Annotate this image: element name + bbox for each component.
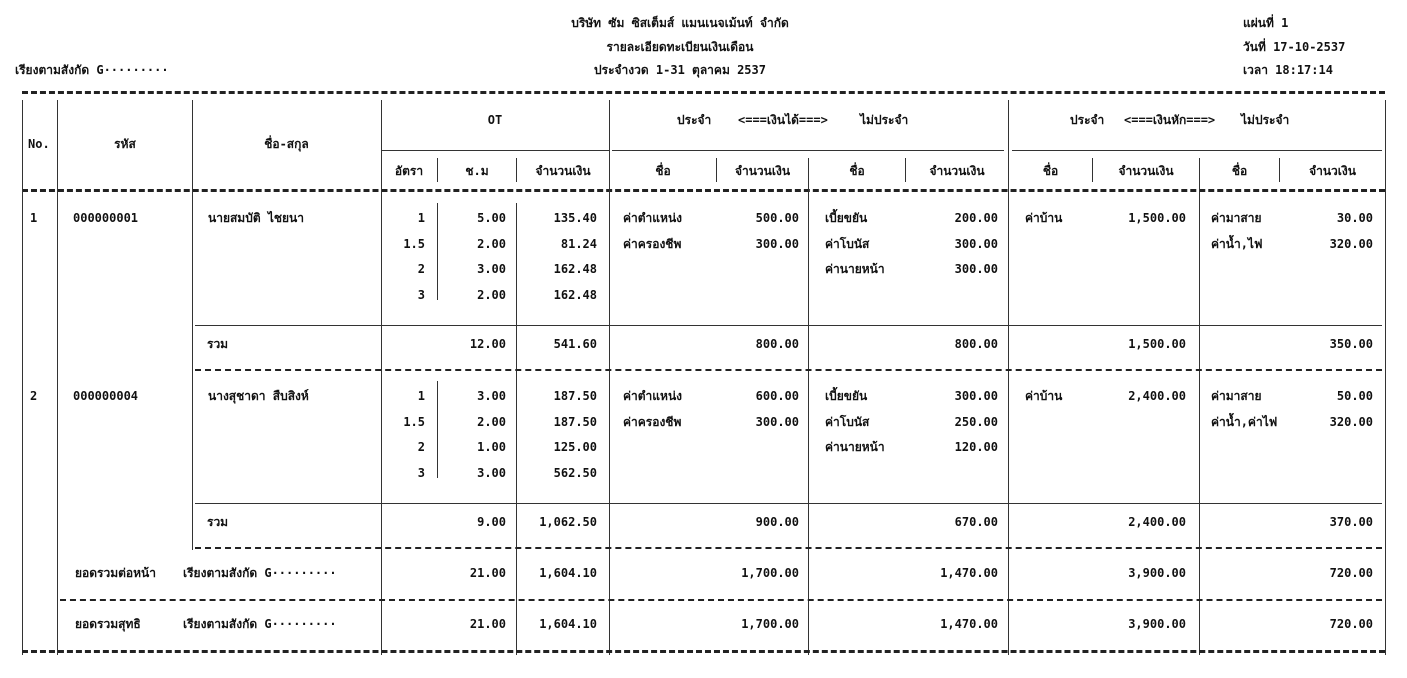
- grand-total-inc-irr: 1,470.00: [940, 617, 998, 631]
- rule-name: [381, 100, 382, 655]
- top-rule: [22, 91, 1385, 94]
- rule-income: [1008, 100, 1009, 655]
- grand-total-ded-reg: 3,900.00: [1128, 617, 1186, 631]
- emp1-inc-irr1-name: เบี้ยขยัน: [825, 211, 868, 225]
- emp1-ded-reg1-amount: 1,500.00: [1128, 211, 1186, 225]
- emp1-ot4-hours: 2.00: [477, 288, 506, 302]
- rule-ded-name2-h: [1279, 158, 1280, 182]
- header-rule: [22, 189, 1385, 192]
- emp2-inc-reg1-name: ค่าตำแหน่ง: [623, 389, 683, 403]
- rule-hours: [516, 203, 517, 655]
- emp2-inc-irr2-name: ค่าโบนัส: [825, 415, 870, 429]
- deduct-regular-header: ประจำ: [1070, 113, 1105, 127]
- rule-right: [1385, 100, 1386, 655]
- rule-ot: [609, 100, 610, 655]
- emp2-code: 000000004: [73, 389, 139, 403]
- emp2-ot1-amount: 187.50: [553, 389, 597, 403]
- emp2-ot4-amount: 562.50: [553, 466, 597, 480]
- emp2-inc-irr3-amount: 120.00: [954, 440, 998, 454]
- emp2-ot2-rate: 1.5: [403, 415, 425, 429]
- col-name: ชื่อ-สกุล: [264, 137, 309, 151]
- rule-inc-name2-h: [905, 158, 906, 182]
- rule-rate-h: [437, 158, 438, 182]
- col-ded-irr-amount: จำนวเงิน: [1309, 164, 1356, 178]
- emp1-ot3-hours: 3.00: [477, 262, 506, 276]
- emp1-ot3-amount: 162.48: [553, 262, 597, 276]
- emp1-ot1-rate: 1: [417, 211, 425, 225]
- col-no: No.: [28, 137, 50, 151]
- rule-left: [22, 100, 23, 655]
- company-name: บริษัท ซัม ซิสเต็มส์ แมนเนจเม้นท์ จำกัด: [571, 16, 789, 30]
- bottom-rule: [22, 650, 1385, 653]
- grand-total-hours: 21.00: [469, 617, 506, 631]
- col-rate: อัตรา: [394, 164, 424, 178]
- rule-rate-1: [437, 203, 438, 300]
- carry-forward-ded-irr: 720.00: [1329, 566, 1373, 580]
- carry-forward-rule: [60, 599, 1382, 601]
- emp1-inc-irr3-name: ค่านายหน้า: [825, 262, 885, 276]
- income-irregular-header: ไม่ประจำ: [860, 113, 909, 127]
- col-inc-reg-name: ชื่อ: [655, 164, 671, 178]
- grand-total-label: ยอดรวมสุทธิ: [75, 617, 141, 631]
- col-inc-irr-name: ชื่อ: [849, 164, 865, 178]
- emp2-ot3-rate: 2: [417, 440, 425, 454]
- income-subheader-line: [612, 150, 1004, 151]
- emp1-total-amount: 541.60: [553, 337, 597, 351]
- emp1-ot2-rate: 1.5: [403, 237, 425, 251]
- emp2-ot3-hours: 1.00: [477, 440, 506, 454]
- emp2-ot2-amount: 187.50: [553, 415, 597, 429]
- carry-forward-label: ยอดรวมต่อหน้า: [75, 566, 156, 580]
- carry-forward-group: เรียงตามสังกัด G·········: [183, 566, 337, 580]
- grand-total-group: เรียงตามสังกัด G·········: [183, 617, 337, 631]
- emp1-name: นายสมบัติ ไชยนา: [208, 211, 304, 225]
- col-ot: OT: [487, 113, 503, 127]
- emp2-ded-reg1-name: ค่าบ้าน: [1025, 389, 1063, 403]
- col-ded-reg-name: ชื่อ: [1042, 164, 1059, 178]
- col-code: รหัส: [114, 137, 136, 151]
- grand-total-ded-irr: 720.00: [1329, 617, 1373, 631]
- carry-forward-ded-reg: 3,900.00: [1128, 566, 1186, 580]
- emp2-ot1-rate: 1: [417, 389, 425, 403]
- deduct-header: <===เงินหัก===>: [1124, 113, 1216, 127]
- grand-total-inc-reg: 1,700.00: [741, 617, 799, 631]
- report-period: ประจำงวด 1-31 ตุลาคม 2537: [594, 63, 766, 77]
- emp1-ded-irr2-name: ค่าน้ำ,ไฟ: [1211, 237, 1263, 251]
- print-time: เวลา 18:17:14: [1243, 63, 1333, 77]
- emp2-inc-irr1-amount: 300.00: [954, 389, 998, 403]
- emp1-total-inc-reg: 800.00: [755, 337, 799, 351]
- emp1-ded-irr1-name: ค่ามาสาย: [1211, 211, 1262, 225]
- emp2-total-ded-reg: 2,400.00: [1128, 515, 1186, 529]
- rule-inc-name-h: [716, 158, 717, 182]
- emp2-ot4-hours: 3.00: [477, 466, 506, 480]
- emp1-code: 000000001: [73, 211, 139, 225]
- emp2-inc-irr2-amount: 250.00: [954, 415, 998, 429]
- emp1-ot3-rate: 2: [417, 262, 425, 276]
- rule-ded-regular: [1199, 158, 1200, 655]
- emp1-total-label: รวม: [207, 337, 229, 351]
- income-header: <===เงินได้===>: [738, 113, 828, 127]
- emp1-inc-reg2-amount: 300.00: [755, 237, 799, 251]
- carry-forward-inc-reg: 1,700.00: [741, 566, 799, 580]
- emp1-ot2-hours: 2.00: [477, 237, 506, 251]
- emp1-total-inc-irr: 800.00: [954, 337, 998, 351]
- emp2-end-rule: [195, 547, 1382, 549]
- col-hours: ช.ม: [465, 164, 489, 178]
- emp1-inc-irr1-amount: 200.00: [954, 211, 998, 225]
- ot-subheader-line: [381, 150, 609, 151]
- emp1-total-ded-reg: 1,500.00: [1128, 337, 1186, 351]
- emp1-inc-reg1-amount: 500.00: [755, 211, 799, 225]
- emp1-inc-irr2-name: ค่าโบนัส: [825, 237, 870, 251]
- emp2-no: 2: [30, 389, 38, 403]
- rule-code: [192, 100, 193, 550]
- emp1-inc-irr2-amount: 300.00: [954, 237, 998, 251]
- grand-total-amount: 1,604.10: [539, 617, 597, 631]
- emp1-end-rule: [195, 369, 1382, 371]
- col-ded-reg-amount: จำนวนเงิน: [1118, 164, 1174, 178]
- emp2-total-label: รวม: [207, 515, 229, 529]
- emp2-total-ded-irr: 370.00: [1329, 515, 1373, 529]
- emp2-ded-irr1-name: ค่ามาสาย: [1211, 389, 1262, 403]
- emp1-inc-reg1-name: ค่าตำแหน่ง: [623, 211, 683, 225]
- sort-label: เรียงตามสังกัด G·········: [15, 63, 169, 77]
- emp2-ded-irr2-amount: 320.00: [1329, 415, 1373, 429]
- emp1-ot1-hours: 5.00: [477, 211, 506, 225]
- emp2-ded-reg1-amount: 2,400.00: [1128, 389, 1186, 403]
- emp2-ded-irr2-name: ค่าน้ำ,ค่าไฟ: [1211, 415, 1278, 429]
- rule-ded-name-h: [1092, 158, 1093, 182]
- emp1-ot4-amount: 162.48: [553, 288, 597, 302]
- deduct-irregular-header: ไม่ประจำ: [1241, 113, 1290, 127]
- emp1-total-hours: 12.00: [469, 337, 506, 351]
- emp1-ded-irr1-amount: 30.00: [1336, 211, 1373, 225]
- emp2-inc-reg2-amount: 300.00: [755, 415, 799, 429]
- carry-forward-inc-irr: 1,470.00: [940, 566, 998, 580]
- emp2-ot2-hours: 2.00: [477, 415, 506, 429]
- emp2-total-hours: 9.00: [477, 515, 506, 529]
- income-regular-header: ประจำ: [677, 113, 712, 127]
- carry-forward-amount: 1,604.10: [539, 566, 597, 580]
- rule-rate-2: [437, 381, 438, 478]
- col-inc-irr-amount: จำนวนเงิน: [929, 164, 985, 178]
- emp2-ded-irr1-amount: 50.00: [1336, 389, 1373, 403]
- emp1-ot4-rate: 3: [417, 288, 425, 302]
- page-number: แผ่นที่ 1: [1243, 16, 1289, 30]
- emp2-inc-reg1-amount: 600.00: [755, 389, 799, 403]
- rule-inc-regular: [808, 158, 809, 655]
- emp2-total-inc-reg: 900.00: [755, 515, 799, 529]
- emp2-ot1-hours: 3.00: [477, 389, 506, 403]
- emp2-inc-irr1-name: เบี้ยขยัน: [825, 389, 868, 403]
- print-date: วันที่ 17-10-2537: [1243, 40, 1346, 54]
- emp2-inc-irr3-name: ค่านายหน้า: [825, 440, 885, 454]
- report-title: รายละเอียดทะเบียนเงินเดือน: [606, 40, 754, 54]
- emp1-ot2-amount: 81.24: [560, 237, 597, 251]
- emp2-ot4-rate: 3: [417, 466, 425, 480]
- col-ded-irr-name: ชื่อ: [1231, 164, 1248, 178]
- emp2-name: นางสุชาดา สืบสิงห์: [208, 389, 309, 403]
- emp2-inc-reg2-name: ค่าครองชีพ: [623, 415, 682, 429]
- rule-hours-h: [516, 158, 517, 182]
- emp2-ot3-amount: 125.00: [553, 440, 597, 454]
- deduct-subheader-line: [1012, 150, 1382, 151]
- col-ot-amount: จำนวนเงิน: [535, 164, 591, 178]
- emp1-no: 1: [30, 211, 38, 225]
- carry-forward-hours: 21.00: [469, 566, 506, 580]
- rule-no: [57, 100, 58, 655]
- emp1-inc-irr3-amount: 300.00: [954, 262, 998, 276]
- emp1-inc-reg2-name: ค่าครองชีพ: [623, 237, 682, 251]
- emp1-ot1-amount: 135.40: [553, 211, 597, 225]
- emp2-subtotal-line: [195, 503, 1382, 504]
- emp1-ded-reg1-name: ค่าบ้าน: [1025, 211, 1063, 225]
- col-inc-reg-amount: จำนวนเงิน: [734, 164, 791, 178]
- emp1-total-ded-irr: 350.00: [1329, 337, 1373, 351]
- emp2-total-amount: 1,062.50: [539, 515, 597, 529]
- emp2-total-inc-irr: 670.00: [954, 515, 998, 529]
- emp1-subtotal-line: [195, 325, 1382, 326]
- emp1-ded-irr2-amount: 320.00: [1329, 237, 1373, 251]
